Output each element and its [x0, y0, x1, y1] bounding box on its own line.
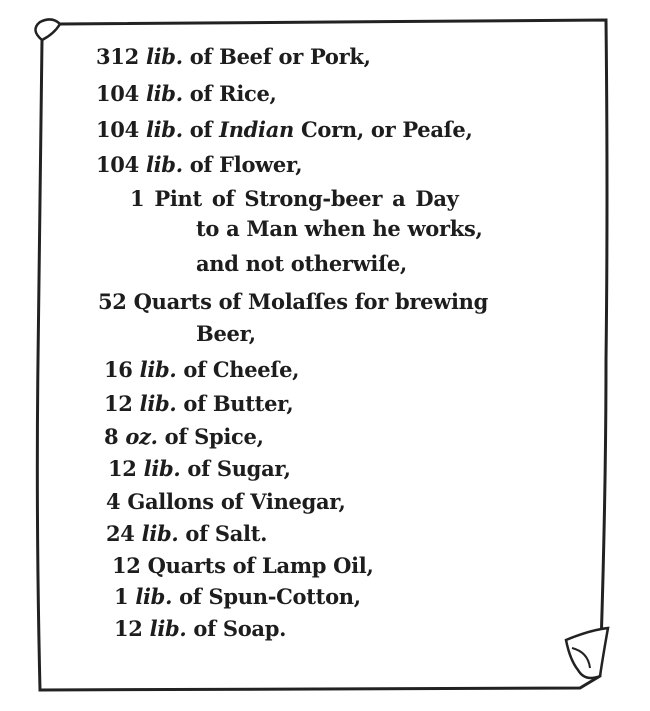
list-item: [112, 553, 374, 578]
quantity: 4: [106, 489, 121, 514]
item-text: of Sugar,: [180, 456, 291, 481]
unit: lib.: [135, 584, 173, 609]
quantity: 104: [96, 117, 139, 142]
unit: lib.: [145, 81, 183, 106]
item-text: of Spun-Cotton,: [172, 584, 361, 609]
item-italic: Indian: [219, 117, 294, 142]
list-item: [108, 456, 291, 481]
list-item: [96, 44, 371, 69]
list-item: [98, 289, 488, 314]
item-text: of Spice,: [157, 424, 264, 449]
quantity: 12: [108, 456, 137, 481]
quantity: 312: [96, 44, 139, 69]
quantity: 16: [104, 357, 133, 382]
item-text: Beer,: [196, 321, 256, 346]
unit: lib.: [139, 391, 177, 416]
item-text: of Cheeſe,: [176, 357, 300, 382]
item-text: of Beef or Pork,: [182, 44, 371, 69]
item-text: Pint of Strong-beer a Day: [144, 186, 459, 211]
unit: lib.: [145, 117, 183, 142]
list-item: [114, 616, 286, 641]
list-item: [96, 152, 302, 177]
scroll-curl-top-left: [35, 19, 60, 40]
quantity: 104: [96, 81, 139, 106]
quantity: 24: [106, 521, 135, 546]
quantity: 1: [114, 584, 129, 609]
list-item: [96, 117, 472, 142]
quantity: 8: [104, 424, 119, 449]
list-item-continuation: [196, 216, 483, 241]
list-item: [104, 391, 293, 416]
item-text: Quarts of Molaſſes for brewing: [126, 289, 488, 314]
item-text: to a Man when he works,: [196, 216, 483, 241]
quantity: 1: [130, 186, 145, 211]
list-item: [106, 521, 267, 546]
unit: lib.: [145, 44, 183, 69]
list-item-continuation: [196, 251, 407, 276]
item-text: of Rice,: [182, 81, 277, 106]
quantity: 12: [112, 553, 141, 578]
item-text: of: [182, 117, 220, 142]
unit: lib.: [139, 357, 177, 382]
item-text: of Soap.: [186, 616, 287, 641]
list-item: [130, 186, 459, 211]
quantity: 12: [104, 391, 133, 416]
quantity: 12: [114, 616, 143, 641]
list-item-continuation: [196, 321, 256, 346]
item-text: Quarts of Lamp Oil,: [140, 553, 374, 578]
item-text: and not otherwiſe,: [196, 251, 407, 276]
unit: oz.: [125, 424, 158, 449]
list-item: [106, 489, 346, 514]
unit: lib.: [149, 616, 187, 641]
item-text: of Flower,: [182, 152, 303, 177]
item-text: of Butter,: [176, 391, 294, 416]
list-item: [104, 357, 299, 382]
unit: lib.: [145, 152, 183, 177]
quantity: 104: [96, 152, 139, 177]
scroll-curl-bottom-right: [566, 628, 608, 678]
quantity: 52: [98, 289, 127, 314]
item-text: Gallons of Vinegar,: [120, 489, 346, 514]
unit: lib.: [141, 521, 179, 546]
list-item: [104, 424, 264, 449]
item-text: Corn, or Peaſe,: [294, 117, 473, 142]
list-item: [114, 584, 361, 609]
item-text: of Salt.: [178, 521, 268, 546]
unit: lib.: [143, 456, 181, 481]
list-item: [96, 81, 277, 106]
